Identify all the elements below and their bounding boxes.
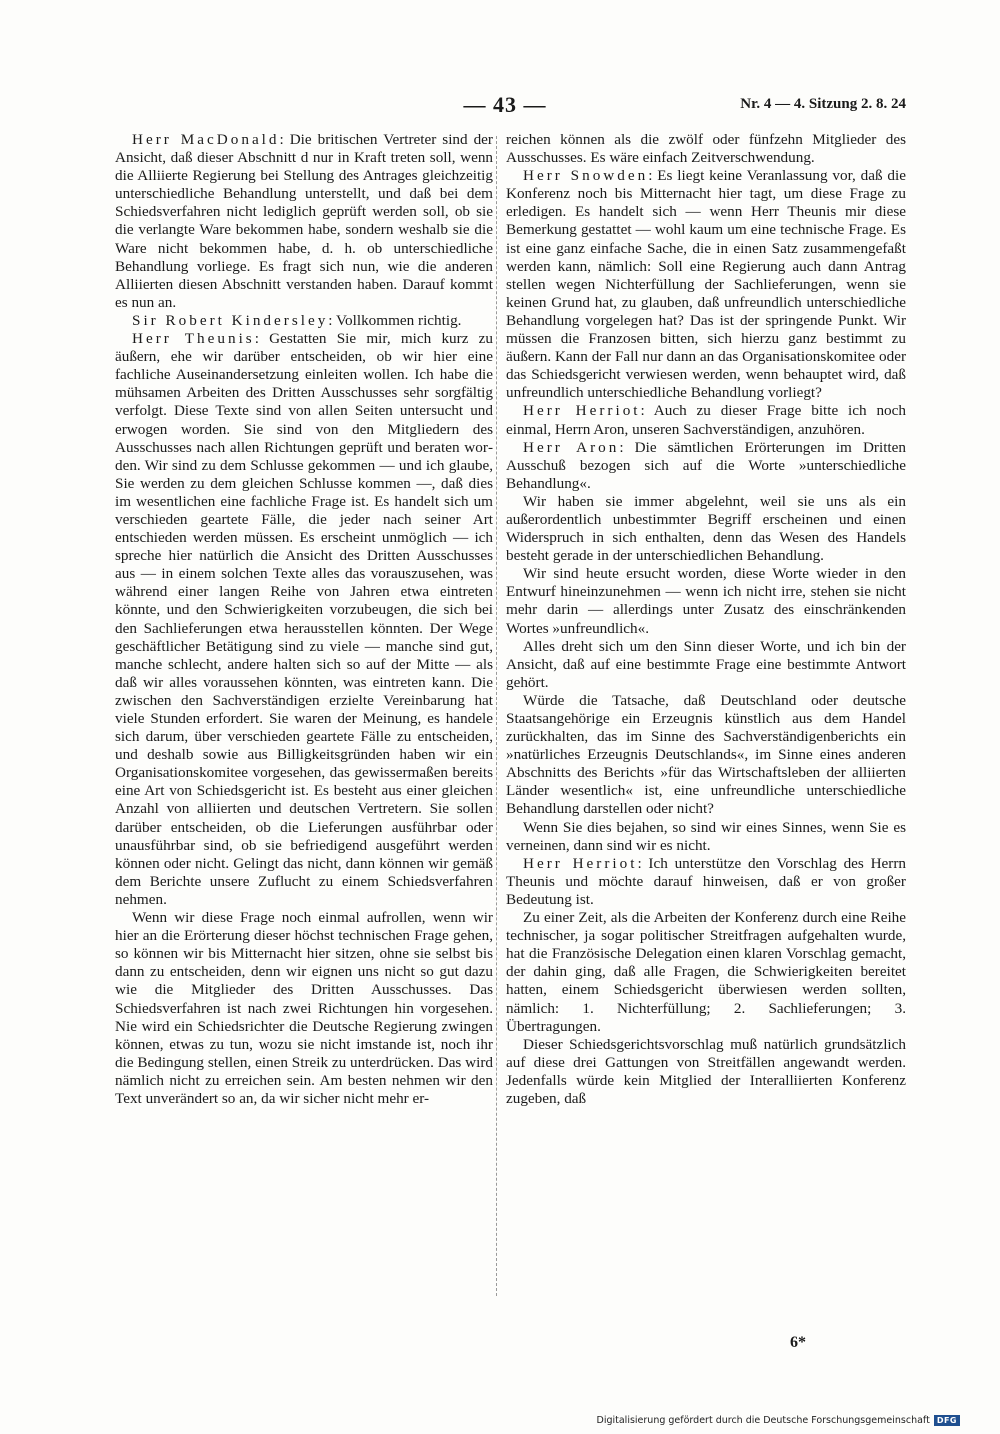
speaker-separator: : [648, 167, 658, 185]
paragraph-text: Wenn Sie dies bejahen, so sind wir eines Sinnes, wenn Sie es verneinen, dann sind wir es nicht. [506, 818, 906, 854]
speaker-name: Herr Herriot [523, 854, 638, 872]
paragraph [506, 402, 906, 438]
paragraph-text: Gestatten Sie mir, mich kurz zu äußern, ehe wir darüber entscheiden, ob wir hier eine fachliche Auseinandersetzung einleiten wollen. Ich habe die mühsamen Arbeiten des Dritten Ausschusses sehr sorgfältig verfolgt. Diese Texte sind von allen Seiten untersucht und erwogen worden. Sie sind von den Mitgliedern des Ausschusses nach allen Richtungen geprüft und beraten worden. Wir sind zu dem Schlusse gekommen — und ich glaube, Sie werden zu dem gleichen Schlusse kommen —, daß dies im wesentlichen eine fachliche Frage ist. Es handelt sich um verschieden geartete Fälle, die jeder nach seiner Art entschieden werden müssen. Es erscheint unmöglich — ich spreche hier natürlich die Ansicht des Dritten Ausschusses aus — in einem solchen Texte alles das vorauszusehen, was während einer langen Reihe von Jahren etwa eintreten könnte, und den Schwierigkeiten vorzubeugen, die sich bei den Sachlieferungen etwa herausstellen könnten. Der Wege geschäftlicher Betätigung sind zu viele — manche sind gut, manche schlecht, andere halten sich so auf der Mitte — als daß wir alles voraussehen könnten, was eintreten kann. Die zwischen den Sachverständigen erzielte Vereinbarung hat viele Stunden erfordert. Sie waren der Meinung, es handele sich darum, über verschieden geartete Fälle zu entscheiden, und deshalb sowie aus Billigkeitsgründen haben wir ein Organisationskomitee vorgesehen, das gewissermaßen bereits eine Art von Schiedsgericht ist. Es besteht aus einer gleichen Anzahl von alliierten und deutschen Vertretern. Sie sollen darüber entscheiden, ob die Lieferungen ausführbar oder unausführbar sind, ob sie befriedigend ausgeführt werden können oder nicht. Gelingt das nicht, dann können wir gemäß dem Berichte unsere Zuflucht zu einem Schiedsverfahren nehmen. [115, 330, 493, 908]
paragraph-text: Auch zu dieser Frage bitte ich noch einmal, Herrn Aron, unseren Sachverständigen, anzuhören. [506, 402, 906, 438]
page-number: — 43 — [463, 92, 547, 117]
page-header [0, 92, 1000, 120]
paragraph-text: Zu einer Zeit, als die Arbeiten der Konferenz durch eine Reihe technischer, ja sogar politischer Streitfragen aufgehalten wurde, hat die Französische Delegation einen klaren Vorschlag gemacht, der dahin ging, daß alle Fragen, die Schwierigkeiten bereitet hatten, einem Schiedsgericht überwiesen werden sollten, nämlich: 1. Nichterfüllung; 2. Sachlieferungen; 3. Übertragungen. [506, 909, 906, 1035]
speaker-separator: : [640, 402, 654, 420]
speaker-name: Sir Robert Kindersley [132, 311, 329, 329]
left-column [115, 131, 493, 1108]
right-column [506, 131, 906, 1108]
paragraph [506, 819, 906, 855]
paragraph-text: Alles dreht sich um den Sinn dieser Worte, und ich bin der Ansicht, daß auf eine bestimmte Frage eine bestimmte Antwort gehört. [506, 637, 906, 691]
speaker-separator: : [328, 311, 337, 329]
speaker-separator: : [279, 131, 290, 148]
paragraph-text: Wir sind heute ersucht worden, diese Worte wieder in den Entwurf hineinzunehmen — wenn ich nicht irre, stehen sie nicht mehr darin — allerdings unter Zusatz des einschränkenden Wortes »unfreundlich«. [506, 565, 906, 637]
paragraph-text: Wenn wir diese Frage noch einmal aufrollen, wenn wir hier an die Erörterung dieser höchst technischen Frage gehen, so können wir bis Mitternacht hier sitzen, ohne sie selbst bis dann zu entscheiden, denn wir eignen uns nicht so gut dazu wie die Mitglieder des Dritten Ausschusses. Das Schiedsverfahren ist nach zwei Richtungen hin vorgesehen. Nie wird ein Schiedsrichter die Deutsche Regierung zwingen können, etwas zu tun, wozu sie nicht imstande ist, noch ihr die Bedingung stellen, einen Streik zu unterdrücken. Das wird nämlich nicht zu erreichen sein. Am besten nehmen wir den Text unverändert so an, da wir sicher nicht mehr er- [115, 909, 493, 1107]
folio-mark: 6* [790, 1334, 806, 1351]
paragraph [115, 131, 493, 312]
paragraph [506, 1036, 906, 1108]
paragraph-text: Die sämtlichen Erörterungen im Dritten Ausschuß bezogen sich auf die Worte »unterschiedliche Behandlung«. [506, 438, 906, 492]
paragraph [115, 330, 493, 909]
paragraph-text: reichen können als die zwölf oder fünfzehn Mitglieder des Ausschusses. Es wäre einfach Zeitverschwendung. [506, 131, 906, 167]
paragraph [506, 692, 906, 819]
paragraph [506, 493, 906, 565]
paragraph [115, 312, 493, 330]
paragraph-text: Die britischen Vertreter sind der Ansicht, daß dieser Abschnitt d nur in Kraft treten soll, wenn die Alliierte Regierung bei Stellung des Antrages gleichzeitig unterschiedliche Behandlung unterstellt, und daß bei dem Schiedsverfahren nicht lediglich geprüft werden soll, ob sie die verlangte Ware bekommen habe, sondern weshalb sie die Ware nicht bekommen habe, d. h. ob unterschiedliche Behandlung vorliege. Es fragt sich nun, wie die anderen Alliierten diesen Abschnitt verstanden haben. Darauf kommt es nun an. [115, 131, 493, 311]
speaker-name: Herr Aron [523, 438, 620, 456]
speaker-name: Herr Theunis [132, 330, 255, 348]
footer-credit [597, 1415, 960, 1426]
paragraph-text: Wir haben sie immer abgelehnt, weil sie uns als ein außerordentlich unbestimmter Begriff erscheinen und einen Widerspruch in sich enthalten, denn das Wesen des Handels besteht gerade in der unterschiedlichen Behandlung. [506, 492, 906, 565]
speaker-name: Herr Herriot [523, 402, 641, 420]
column-divider [496, 136, 497, 1296]
paragraph [506, 167, 906, 402]
paragraph-text: Es liegt keine Veranlassung vor, daß die Konferenz noch bis Mitternacht hier tagt, um diese Frage zu erledigen. Es handelt sich — wenn Herr Theunis mir diese Bemerkung gestattet — wohl kaum um eine technische Frage. Es ist eine ganz einfache Sache, die in einen Satz zusammengefaßt werden kann, nämlich: Soll eine Regierung auch dann Antrag stellen wegen Nichterfüllung der Sachlieferungen, wenn sie keinen Grund hat, zu glauben, daß unfreundlich unterschiedliche Behandlung vorgelegen hat? Das ist der springende Punkt. Wir müssen die Franzosen bitten, sich hierzu ganz bestimmt zu äußern. Kann der Fall nur dann an das Organisationskomitee oder das Schiedsgericht verwiesen werden, wenn behauptet wird, daß unfreundlich unterschiedliche Behandlung vorliegt? [506, 167, 906, 402]
paragraph [506, 439, 906, 493]
speaker-name: Herr Snowden [523, 167, 649, 185]
speaker-separator: : [619, 438, 635, 456]
speaker-name: Herr MacDonald [132, 131, 280, 148]
paragraph-text: Vollkommen richtig. [336, 311, 462, 329]
speaker-separator: : [254, 330, 270, 348]
paragraph-text: Ich unterstütze den Vorschlag des Herrn Theunis und möchte darauf hinweisen, daß er von großer Bedeutung ist. [506, 854, 906, 908]
paragraph [506, 638, 906, 692]
paragraph-text: Würde die Tatsache, daß Deutschland oder deutsche Staatsangehörige ein Erzeugnis künstlich aus dem Handel zurückhalten, das im Sinne des Sachverständigenberichts ein »natürliches Erzeugnis Deutschlands«, im Sinne eines anderen Abschnitts des Berichts »für das Wirtschaftsleben der alliierten Länder wesentlich« ist, eine unfreundliche unterschiedliche Behandlung darstellen oder nicht? [506, 691, 906, 818]
paragraph [506, 565, 906, 637]
dfg-logo: DFG [934, 1415, 960, 1426]
issue-info: Nr. 4 — 4. Sitzung 2. 8. 24 [740, 96, 906, 112]
paragraph [115, 909, 493, 1108]
speaker-separator: : [637, 854, 649, 872]
paragraph-text: Dieser Schiedsgerichtsvorschlag muß natürlich grundsätzlich auf diese drei Gattungen von Streitfällen angewandt werden. Jedenfalls würde kein Mitglied der Interalliierten Konferenz zugeben, daß [506, 1035, 906, 1107]
footer-credit-text: Digitalisierung gefördert durch die Deutsche Forschungsgemeinschaft [596, 1415, 930, 1426]
paragraph [506, 131, 906, 167]
paragraph [506, 909, 906, 1036]
paragraph [506, 855, 906, 909]
